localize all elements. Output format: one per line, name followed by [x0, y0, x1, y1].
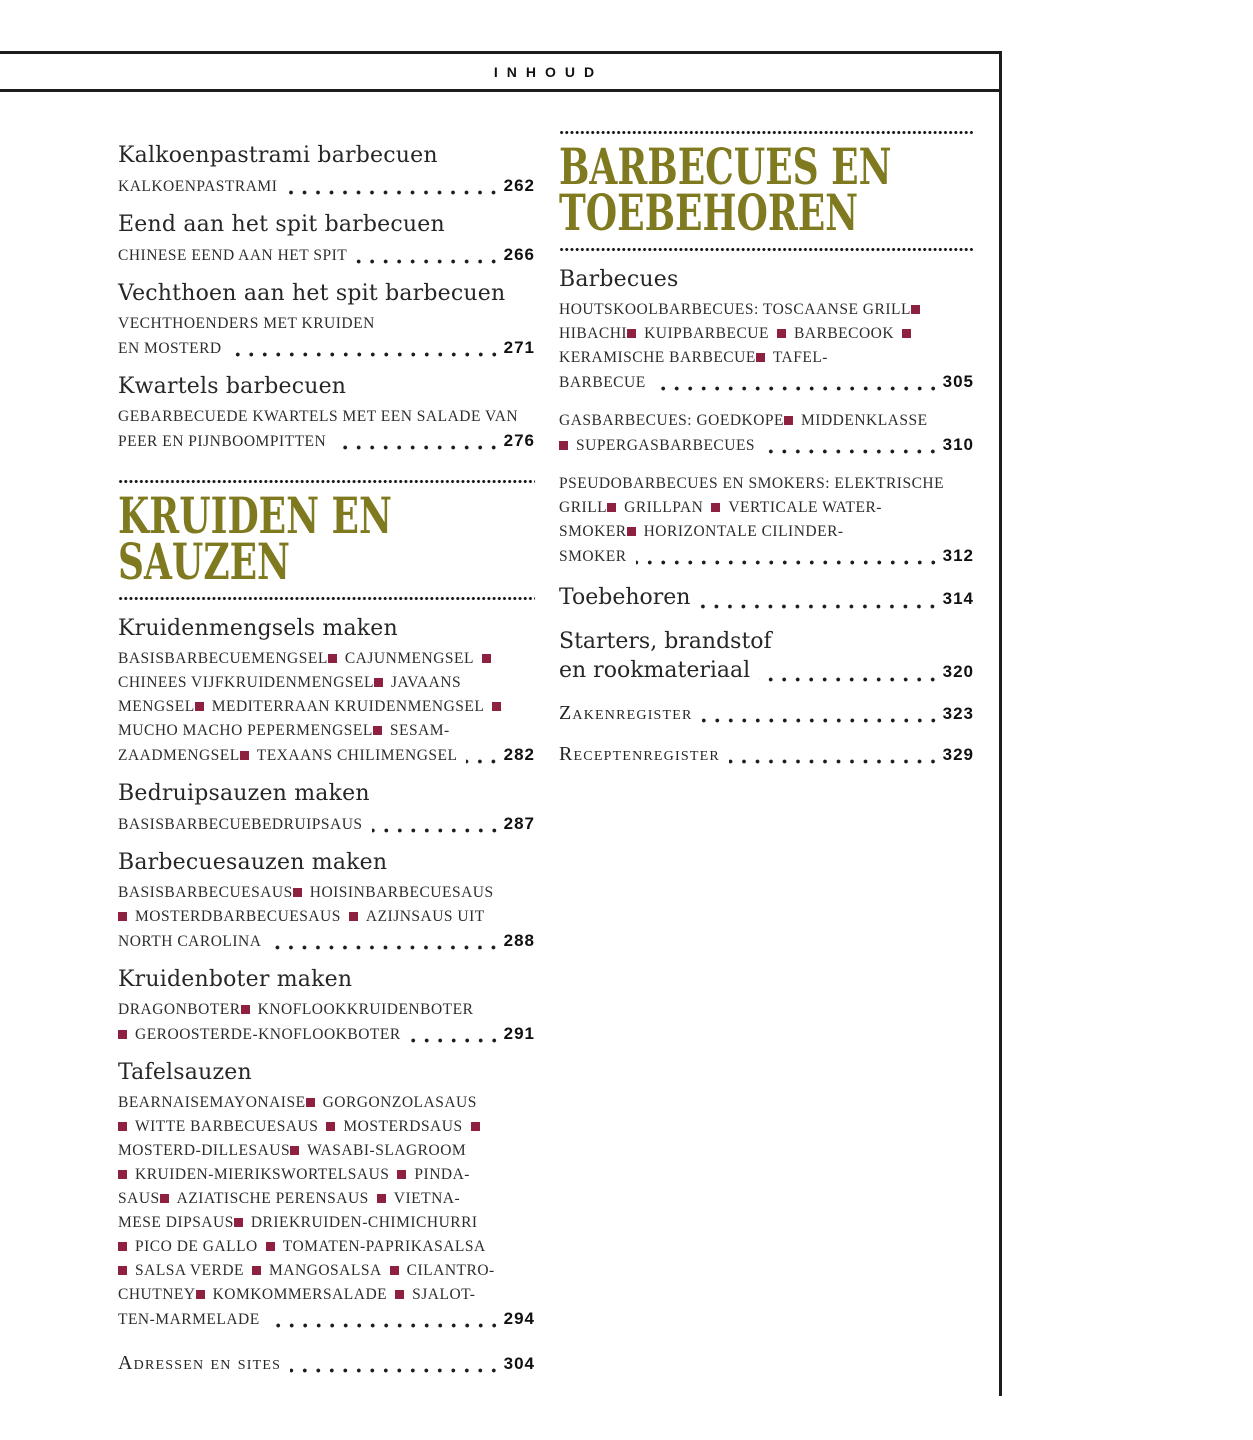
entry-line-text: CHUTNEY KOMKOMMERSALADE SJALOT- — [118, 1286, 476, 1303]
entry-title: Kwartels barbecuen — [118, 374, 347, 399]
register-entry-text: Zakenregister — [559, 702, 693, 724]
entry-line-text: MOSTERD-DILLESAUS WASABI-SLAGROOM — [118, 1142, 467, 1159]
dot-leader — [699, 604, 939, 609]
section-title — [118, 486, 535, 591]
entry-line-text: PSEUDOBARBECUES EN SMOKERS: ELEKTRISCHE — [559, 475, 945, 492]
entry-line-text: SMOKER HORIZONTALE CILINDER- — [559, 523, 844, 540]
page-number: 266 — [503, 245, 535, 264]
page-number: 310 — [942, 435, 974, 454]
section-heading — [118, 480, 535, 600]
register-entry-text: Receptenregister — [559, 743, 720, 765]
bullet-square-icon — [290, 1146, 299, 1155]
dot-leader — [269, 1323, 501, 1328]
dot-leader — [270, 945, 500, 950]
entry-line — [118, 905, 535, 929]
entry-title: Barbecues — [559, 267, 679, 292]
entry-line — [559, 370, 974, 395]
entry-line — [118, 1022, 535, 1047]
entry-line-text: VECHTHOENDERS MET KRUIDEN — [118, 315, 375, 332]
entry-line — [118, 1307, 535, 1332]
toc-entry — [118, 779, 535, 837]
page-number: 282 — [503, 745, 535, 764]
register-entry — [559, 700, 974, 727]
bullet-square-icon — [234, 1218, 243, 1227]
entry-title: Kalkoenpastrami barbecuen — [118, 143, 438, 168]
bullet-square-icon — [784, 416, 793, 425]
entry-line — [559, 544, 974, 569]
entry-line — [118, 1187, 535, 1211]
bullet-square-icon — [397, 1170, 406, 1179]
entry-line-text: SMOKER — [559, 548, 627, 565]
bullet-square-icon — [160, 1194, 169, 1203]
entry-line-text: PEER EN PIJNBOOMPITTEN — [118, 433, 327, 450]
heading-line-text: en rookmateriaal — [559, 658, 751, 683]
entry-title: Barbecuesauzen maken — [118, 850, 388, 875]
entry-line — [118, 671, 535, 695]
entry-line — [559, 409, 974, 433]
entry-line — [118, 998, 535, 1022]
section-title-line: KRUIDEN EN — [118, 486, 392, 545]
entry-title: Kruidenmengsels maken — [118, 616, 398, 641]
toc-entry — [118, 210, 535, 268]
bullet-square-icon — [711, 503, 720, 512]
entry-line-text: WITTE BARBECUESAUS MOSTERDSAUS — [118, 1115, 488, 1139]
entry-line-text: BARBECUE — [559, 374, 646, 391]
bullet-square-icon — [777, 329, 786, 338]
entry-line — [118, 1163, 535, 1187]
bullet-square-icon — [240, 751, 249, 760]
section-title-line: TOEBEHOREN — [559, 183, 859, 242]
entry-line — [118, 881, 535, 905]
page-number: 323 — [942, 704, 974, 723]
bullet-square-icon — [471, 1122, 480, 1131]
page-number: 294 — [503, 1309, 535, 1328]
heading-line — [559, 627, 974, 656]
dot-leader — [466, 759, 500, 764]
entry-line — [118, 243, 535, 268]
dotted-rule-top — [559, 131, 974, 134]
entry-line-text: SAUS AZIATISCHE PERENSAUS VIETNA- — [118, 1190, 461, 1207]
entry-line — [118, 429, 535, 454]
entry-line-text: CHINEES VIJFKRUIDENMENGSEL JAVAANS — [118, 674, 462, 691]
page-number: 305 — [942, 372, 974, 391]
section-title — [559, 137, 974, 242]
entry-line — [118, 1283, 535, 1307]
dot-leader — [372, 828, 501, 833]
bullet-square-icon — [374, 678, 383, 687]
page-header-band — [0, 51, 1001, 92]
entry-line-text: KERAMISCHE BARBECUE TAFEL- — [559, 349, 828, 366]
bullet-square-icon — [627, 329, 636, 338]
bullet-square-icon — [196, 1290, 205, 1299]
page-number: 320 — [942, 662, 974, 681]
entry-line-text: GEROOSTERDE-KNOFLOOKBOTER — [118, 1023, 401, 1047]
page-number: 314 — [942, 589, 974, 608]
entry-line — [559, 496, 974, 520]
entry-line — [559, 298, 974, 322]
page-number: 287 — [503, 814, 535, 833]
page-number: 291 — [503, 1024, 535, 1043]
entry-line — [118, 312, 535, 336]
page-number: 271 — [503, 338, 535, 357]
bullet-square-icon — [559, 441, 568, 450]
bullet-square-icon — [911, 305, 920, 314]
entry-line-text: MOSTERDBARBECUESAUS AZIJNSAUS UIT — [118, 905, 485, 929]
bullet-square-icon — [118, 1030, 127, 1039]
bullet-square-icon — [118, 1170, 127, 1179]
entry-line — [118, 812, 535, 837]
entry-title: Kruidenboter maken — [118, 967, 353, 992]
bullet-square-icon — [377, 1194, 386, 1203]
bullet-square-icon — [395, 1290, 404, 1299]
bullet-square-icon — [902, 329, 911, 338]
bullet-square-icon — [756, 353, 765, 362]
bullet-square-icon — [266, 1242, 275, 1251]
dot-leader — [636, 560, 940, 565]
dot-leader — [231, 352, 501, 357]
page-number: 276 — [503, 431, 535, 450]
entry-line-text: SALSA VERDE MANGOSALSA CILANTRO- — [118, 1259, 495, 1283]
toc-entry — [118, 279, 535, 361]
entry-line-text: ZAADMENGSEL TEXAANS CHILIMENGSEL — [118, 747, 458, 764]
entry-line — [118, 1211, 535, 1235]
bullet-square-icon — [373, 726, 382, 735]
dot-leader — [410, 1038, 501, 1043]
bullet-square-icon — [118, 1266, 127, 1275]
entry-line — [118, 336, 535, 361]
page-number: 329 — [942, 745, 974, 764]
entry-line — [118, 1139, 535, 1163]
register-entry — [118, 1350, 535, 1377]
toc-heading-entry — [559, 583, 974, 613]
entry-line-text: BASISBARBECUESAUS HOISINBARBECUESAUS — [118, 884, 494, 901]
toc-caps-group — [559, 409, 974, 458]
dot-leader — [655, 386, 940, 391]
entry-line-text: HIBACHI KUIPBARBECUE BARBECOOK — [559, 322, 919, 346]
entry-line-text: MESE DIPSAUS DRIEKRUIDEN-CHIMICHURRI — [118, 1214, 478, 1231]
bullet-square-icon — [118, 912, 127, 921]
entry-line-text: BASISBARBECUEMENGSEL CAJUNMENGSEL — [118, 647, 499, 671]
entry-line-text: GRILL GRILLPAN VERTICALE WATER- — [559, 499, 882, 516]
entry-line-text: CHINESE EEND AAN HET SPIT — [118, 247, 348, 264]
entry-line — [559, 433, 974, 458]
entry-line — [559, 346, 974, 370]
bullet-square-icon — [326, 1122, 335, 1131]
toc-columns — [118, 130, 976, 1377]
entry-line-text: PICO DE GALLO TOMATEN-PAPRIKASALSA — [118, 1235, 486, 1259]
bullet-square-icon — [482, 654, 491, 663]
entry-line — [118, 929, 535, 954]
register-entry-text: Adressen en sites — [118, 1352, 282, 1374]
entry-line-text: MENGSEL MEDITERRAAN KRUIDENMENGSEL — [118, 695, 509, 719]
register-entry — [559, 741, 974, 768]
dot-leader — [286, 190, 500, 195]
entry-line — [559, 472, 974, 496]
entry-line-text: GEBARBECUEDE KWARTELS MET EEN SALADE VAN — [118, 408, 519, 425]
section-title-line: SAUZEN — [118, 532, 290, 591]
heading-line-text: Starters, brandstof — [559, 629, 772, 654]
dotted-rule-bottom — [559, 248, 974, 251]
bullet-square-icon — [195, 702, 204, 711]
bullet-square-icon — [293, 888, 302, 897]
left-column — [118, 130, 535, 1377]
entry-line — [559, 322, 974, 346]
toc-entry — [118, 848, 535, 954]
bullet-square-icon — [118, 1242, 127, 1251]
bullet-square-icon — [328, 654, 337, 663]
entry-line-text: HOUTSKOOLBARBECUES: TOSCAANSE GRILL — [559, 298, 928, 322]
page-number: 312 — [942, 546, 974, 565]
entry-line-text: KALKOENPASTRAMI — [118, 178, 278, 195]
entry-line-text: SUPERGASBARBECUES — [559, 434, 755, 458]
bullet-square-icon — [241, 1005, 250, 1014]
dot-leader — [702, 718, 940, 723]
page-number: 304 — [503, 1354, 535, 1373]
entry-title: Bedruipsauzen maken — [118, 781, 370, 806]
bullet-square-icon — [627, 527, 636, 536]
toc-entry — [118, 614, 535, 768]
bullet-square-icon — [492, 702, 501, 711]
bullet-square-icon — [306, 1098, 315, 1107]
bullet-square-icon — [118, 1122, 127, 1131]
dot-leader — [290, 1368, 501, 1373]
toc-entry — [118, 965, 535, 1047]
page-header-title: INHOUD — [493, 63, 604, 80]
entry-line — [118, 1259, 535, 1283]
entry-title: Vechthoen aan het spit barbecuen — [118, 281, 506, 306]
dotted-rule-bottom — [118, 597, 535, 600]
dot-leader — [356, 259, 500, 264]
entry-line — [559, 520, 974, 544]
entry-line-text: EN MOSTERD — [118, 340, 222, 357]
entry-line — [118, 695, 535, 719]
bullet-square-icon — [607, 503, 616, 512]
dotted-rule-top — [118, 480, 535, 483]
entry-line-text: TEN-MARMELADE — [118, 1311, 260, 1328]
heading-line — [559, 583, 974, 613]
entry-line-text: NORTH CAROLINA — [118, 933, 262, 950]
right-column — [559, 130, 974, 1377]
dot-leader — [764, 449, 940, 454]
entry-line-text: KRUIDEN-MIERIKSWORTELSAUS PINDA- — [118, 1163, 470, 1187]
dot-leader — [335, 445, 500, 450]
entry-line-text: MUCHO MACHO PEPERMENGSEL SESAM- — [118, 722, 450, 739]
entry-line — [118, 719, 535, 743]
entry-line-text: BASISBARBECUEBEDRUIPSAUS — [118, 816, 363, 833]
toc-entry — [118, 141, 535, 199]
bullet-square-icon — [390, 1266, 399, 1275]
entry-line-text: BEARNAISEMAYONAISE GORGONZOLASAUS — [118, 1094, 477, 1111]
entry-line — [118, 743, 535, 768]
right-border-line — [999, 51, 1002, 1396]
toc-entry — [559, 265, 974, 395]
entry-line — [118, 405, 535, 429]
toc-entry — [118, 1058, 535, 1332]
section-title-line: BARBECUES EN — [559, 137, 892, 196]
page-number: 288 — [503, 931, 535, 950]
toc-entry — [118, 372, 535, 454]
heading-line — [559, 656, 974, 686]
section-heading — [559, 131, 974, 251]
entry-line — [118, 1115, 535, 1139]
entry-line — [118, 174, 535, 199]
entry-line — [118, 647, 535, 671]
bullet-square-icon — [349, 912, 358, 921]
entry-line — [118, 1091, 535, 1115]
dot-leader — [729, 759, 940, 764]
toc-caps-group — [559, 472, 974, 569]
entry-line-text: GASBARBECUES: GOEDKOPE MIDDENKLASSE — [559, 412, 928, 429]
heading-line-text: Toebehoren — [559, 585, 691, 610]
dot-leader — [759, 677, 939, 682]
entry-title: Tafelsauzen — [118, 1060, 252, 1085]
page-number: 262 — [503, 176, 535, 195]
toc-heading-entry — [559, 627, 974, 686]
entry-line — [118, 1235, 535, 1259]
entry-title: Eend aan het spit barbecuen — [118, 212, 445, 237]
bullet-square-icon — [252, 1266, 261, 1275]
entry-line-text: DRAGONBOTER KNOFLOOKKRUIDENBOTER — [118, 1001, 474, 1018]
